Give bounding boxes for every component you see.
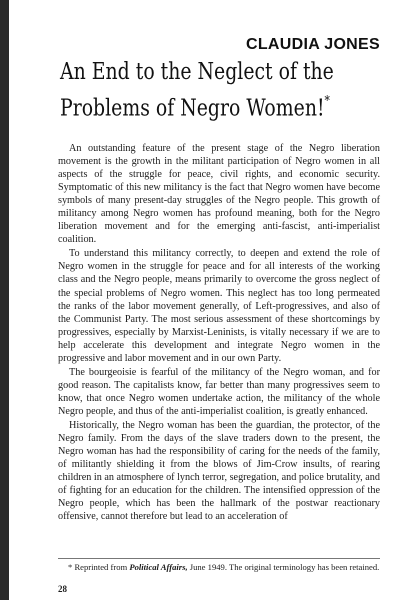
footnote-prefix: * Reprinted from bbox=[68, 562, 130, 572]
page-binding-edge bbox=[0, 0, 9, 600]
footnote-suffix: June 1949. The original terminology has been retained. bbox=[187, 562, 380, 572]
footnote-marker: * bbox=[324, 94, 330, 109]
author-header: CLAUDIA JONES bbox=[246, 36, 380, 53]
article-body bbox=[58, 142, 380, 524]
paragraph: Historically, the Negro woman has been the guardian, the protector, of the Negro family. From the days of the slave traders down to the present, the Negro woman has had the responsibility of caring for the needs of the family, of militantly shielding it from the blows of Jim-Crow insults, of rearing children in an atmosphere of lynch terror, segregation, and police brutality, and of fighting for an education for the children. The intensified oppression of the Negro people, which has been the hallmark of the postwar reactionary offensive, cannot therefore but lead to an acceleration of bbox=[58, 419, 380, 523]
page-number: 28 bbox=[58, 584, 67, 594]
footnote-source: Political Affairs, bbox=[129, 562, 188, 572]
paragraph: The bourgeoisie is fearful of the militancy of the Negro woman, and for good reason. The capitalists know, far better than many progressives seem to know, that once Negro women undertake action, the militancy of the whole Negro people, and thus of the anti-imperialist coalition, is greatly enhanced. bbox=[58, 366, 380, 417]
title-line-2 bbox=[60, 88, 330, 125]
paragraph: To understand this militancy correctly, to deepen and extend the role of Negro women in the struggle for peace and for all interests of the working class and the Negro people, means primarily to overcome the gross neglect of the special problems of Negro women. This neglect has too long permeated the ranks of the labor movement generally, of Left-progressives, and also of the Communist Party. The most serious assessment of these shortcomings by progressives, especially by Marxist-Leninists, is vitally necessary if we are to help accelerate this development and integrate Negro women in the progressive and labor movement and in our own Party. bbox=[58, 248, 380, 364]
footnote-divider bbox=[58, 558, 380, 559]
title-line-1: An End to the Neglect of the bbox=[60, 59, 334, 85]
footnote bbox=[58, 562, 380, 572]
paragraph: An outstanding feature of the present stage of the Negro liberation movement is the growth in the militant participation of Negro women in all aspects of the struggle for peace, civil rights, and economic security. Symptomatic of this new militancy is the fact that Negro women have become symbols of many present-day struggles of the Negro people. This growth of militancy among Negro women has profound meaning, both for the Negro liberation movement and for the emerging anti-fascist, anti-imperialist coalition. bbox=[58, 143, 380, 246]
article-title bbox=[60, 56, 334, 125]
title-line-2-text: Problems of Negro Women! bbox=[60, 95, 325, 122]
